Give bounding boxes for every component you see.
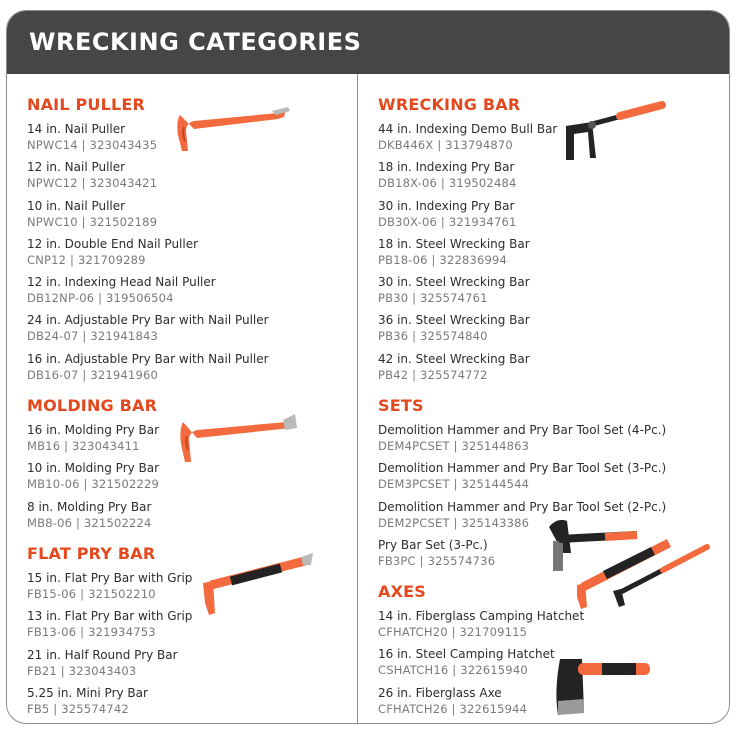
section-title-sets: SETS <box>378 396 424 415</box>
list-item[interactable] <box>378 313 557 351</box>
item-code: NPWC12 | 323043421 <box>27 176 158 191</box>
item-name: 10 in. Molding Pry Bar <box>27 461 160 476</box>
section-title-molding-bar: MOLDING BAR <box>27 396 158 415</box>
header-bar <box>7 11 729 74</box>
list-item[interactable] <box>27 423 159 461</box>
section-title-flat-pry-bar: FLAT PRY BAR <box>27 544 156 563</box>
item-name: 26 in. Fiberglass Axe <box>378 685 502 700</box>
molding-bar-tool-icon <box>175 408 300 468</box>
list-item[interactable] <box>378 461 666 499</box>
list-item[interactable] <box>27 500 159 538</box>
item-code: CFHATCH20 | 321709115 <box>378 625 528 639</box>
item-name: 8 in. Molding Pry Bar <box>27 499 152 514</box>
list-item[interactable] <box>27 686 192 724</box>
item-code: DB16-07 | 321941960 <box>27 367 158 382</box>
list-item[interactable] <box>27 461 159 499</box>
item-code: FB21 | 323043403 <box>27 663 137 678</box>
page-title: WRECKING CATEGORIES <box>29 28 362 56</box>
nail-puller-tool-icon <box>172 101 292 157</box>
item-code: NPWC10 | 321502189 <box>27 214 158 229</box>
list-item[interactable] <box>378 423 666 461</box>
wrecking-categories-card <box>6 10 730 724</box>
item-code: DEM2PCSET | 325143386 <box>378 515 530 530</box>
list-item[interactable] <box>378 122 557 160</box>
item-name: 16 in. Molding Pry Bar <box>27 423 160 437</box>
section-flat-pry-bar <box>27 545 192 724</box>
item-name: 5.25 in. Mini Pry Bar <box>27 685 148 700</box>
item-code: PB36 | 325574840 <box>378 329 488 344</box>
item-code: PB18-06 | 322836994 <box>378 252 508 267</box>
item-code: NPWC14 | 323043435 <box>27 138 158 152</box>
list-item[interactable] <box>27 199 269 237</box>
list-item[interactable] <box>27 160 269 198</box>
item-code: MB8-06 | 321502224 <box>27 515 152 530</box>
list-item[interactable] <box>27 237 269 275</box>
item-name: 30 in. Steel Wrecking Bar <box>378 275 530 290</box>
list-item[interactable] <box>378 352 557 390</box>
wrecking-bar-tool-icon <box>562 98 672 168</box>
list-item[interactable] <box>378 160 557 198</box>
list-item[interactable] <box>27 571 192 609</box>
item-name: 42 in. Steel Wrecking Bar <box>378 351 530 366</box>
section-title-nail-puller: NAIL PULLER <box>27 95 146 114</box>
item-name: 12 in. Nail Puller <box>27 160 126 175</box>
list-item[interactable] <box>27 275 269 313</box>
item-name: 10 in. Nail Puller <box>27 198 126 213</box>
item-code: FB13-06 | 321934753 <box>27 625 156 640</box>
item-code: DB12NP-06 | 319506504 <box>27 291 174 306</box>
tool-set-icon <box>545 513 715 613</box>
item-code: CFHATCH26 | 322615944 <box>378 701 528 716</box>
item-name: 14 in. Nail Puller <box>27 122 126 136</box>
item-name: Demolition Hammer and Pry Bar Tool Set (4-Pc.) <box>378 423 667 437</box>
item-name: 21 in. Half Round Pry Bar <box>27 647 178 662</box>
item-code: DB30X-06 | 321934761 <box>378 214 517 229</box>
item-code: MB16 | 323043411 <box>27 439 140 453</box>
item-code: PB30 | 325574761 <box>378 291 488 306</box>
item-code: FB15-06 | 321502210 <box>27 587 156 601</box>
list-item[interactable] <box>378 609 584 647</box>
item-code: FB3PC | 325574736 <box>378 553 496 568</box>
column-divider <box>357 74 358 724</box>
item-name: 12 in. Double End Nail Puller <box>27 236 199 251</box>
flat-pry-bar-tool-icon <box>197 547 317 619</box>
section-title-wrecking-bar: WRECKING BAR <box>378 95 521 114</box>
section-title-axes: AXES <box>378 582 426 601</box>
list-item[interactable] <box>27 648 192 686</box>
item-code: DB18X-06 | 319502484 <box>378 176 517 191</box>
item-name: 13 in. Flat Pry Bar with Grip <box>27 609 193 624</box>
item-code: DB24-07 | 321941843 <box>27 329 158 344</box>
item-name: 44 in. Indexing Demo Bull Bar <box>378 122 558 136</box>
item-name: Demolition Hammer and Pry Bar Tool Set (2-Pc.) <box>378 499 667 514</box>
item-name: 30 in. Indexing Pry Bar <box>378 198 515 213</box>
item-code: DKB446X | 313794870 <box>378 138 513 152</box>
item-name: Demolition Hammer and Pry Bar Tool Set (3-Pc.) <box>378 461 667 476</box>
item-name: 16 in. Adjustable Pry Bar with Nail Puller <box>27 351 269 366</box>
item-name: 18 in. Indexing Pry Bar <box>378 160 515 175</box>
list-item[interactable] <box>27 609 192 647</box>
list-item[interactable] <box>27 352 269 390</box>
axe-tool-icon <box>552 651 657 719</box>
item-code: MB10-06 | 321502229 <box>27 477 160 492</box>
list-item[interactable] <box>27 313 269 351</box>
list-item[interactable] <box>378 199 557 237</box>
item-name: 24 in. Adjustable Pry Bar with Nail Puller <box>27 313 269 328</box>
item-code: PB42 | 325574772 <box>378 367 488 382</box>
item-name: 36 in. Steel Wrecking Bar <box>378 313 530 328</box>
section-wrecking-bar <box>378 96 557 390</box>
section-molding-bar <box>27 397 159 538</box>
list-item[interactable] <box>378 237 557 275</box>
item-code: DEM4PCSET | 325144863 <box>378 439 530 453</box>
item-name: 16 in. Steel Camping Hatchet <box>378 647 555 662</box>
list-item[interactable] <box>378 275 557 313</box>
item-code: FB5 | 325574742 <box>27 701 129 716</box>
item-name: 15 in. Flat Pry Bar with Grip <box>27 571 193 585</box>
item-name: 14 in. Fiberglass Camping Hatchet <box>378 609 585 623</box>
item-name: Pry Bar Set (3-Pc.) <box>378 537 488 552</box>
item-name: 12 in. Indexing Head Nail Puller <box>27 275 216 290</box>
item-code: CSHATCH16 | 322615940 <box>378 663 528 678</box>
item-code: CNP12 | 321709289 <box>27 252 146 267</box>
item-name: 18 in. Steel Wrecking Bar <box>378 236 530 251</box>
item-code: DEM3PCSET | 325144544 <box>378 477 530 492</box>
